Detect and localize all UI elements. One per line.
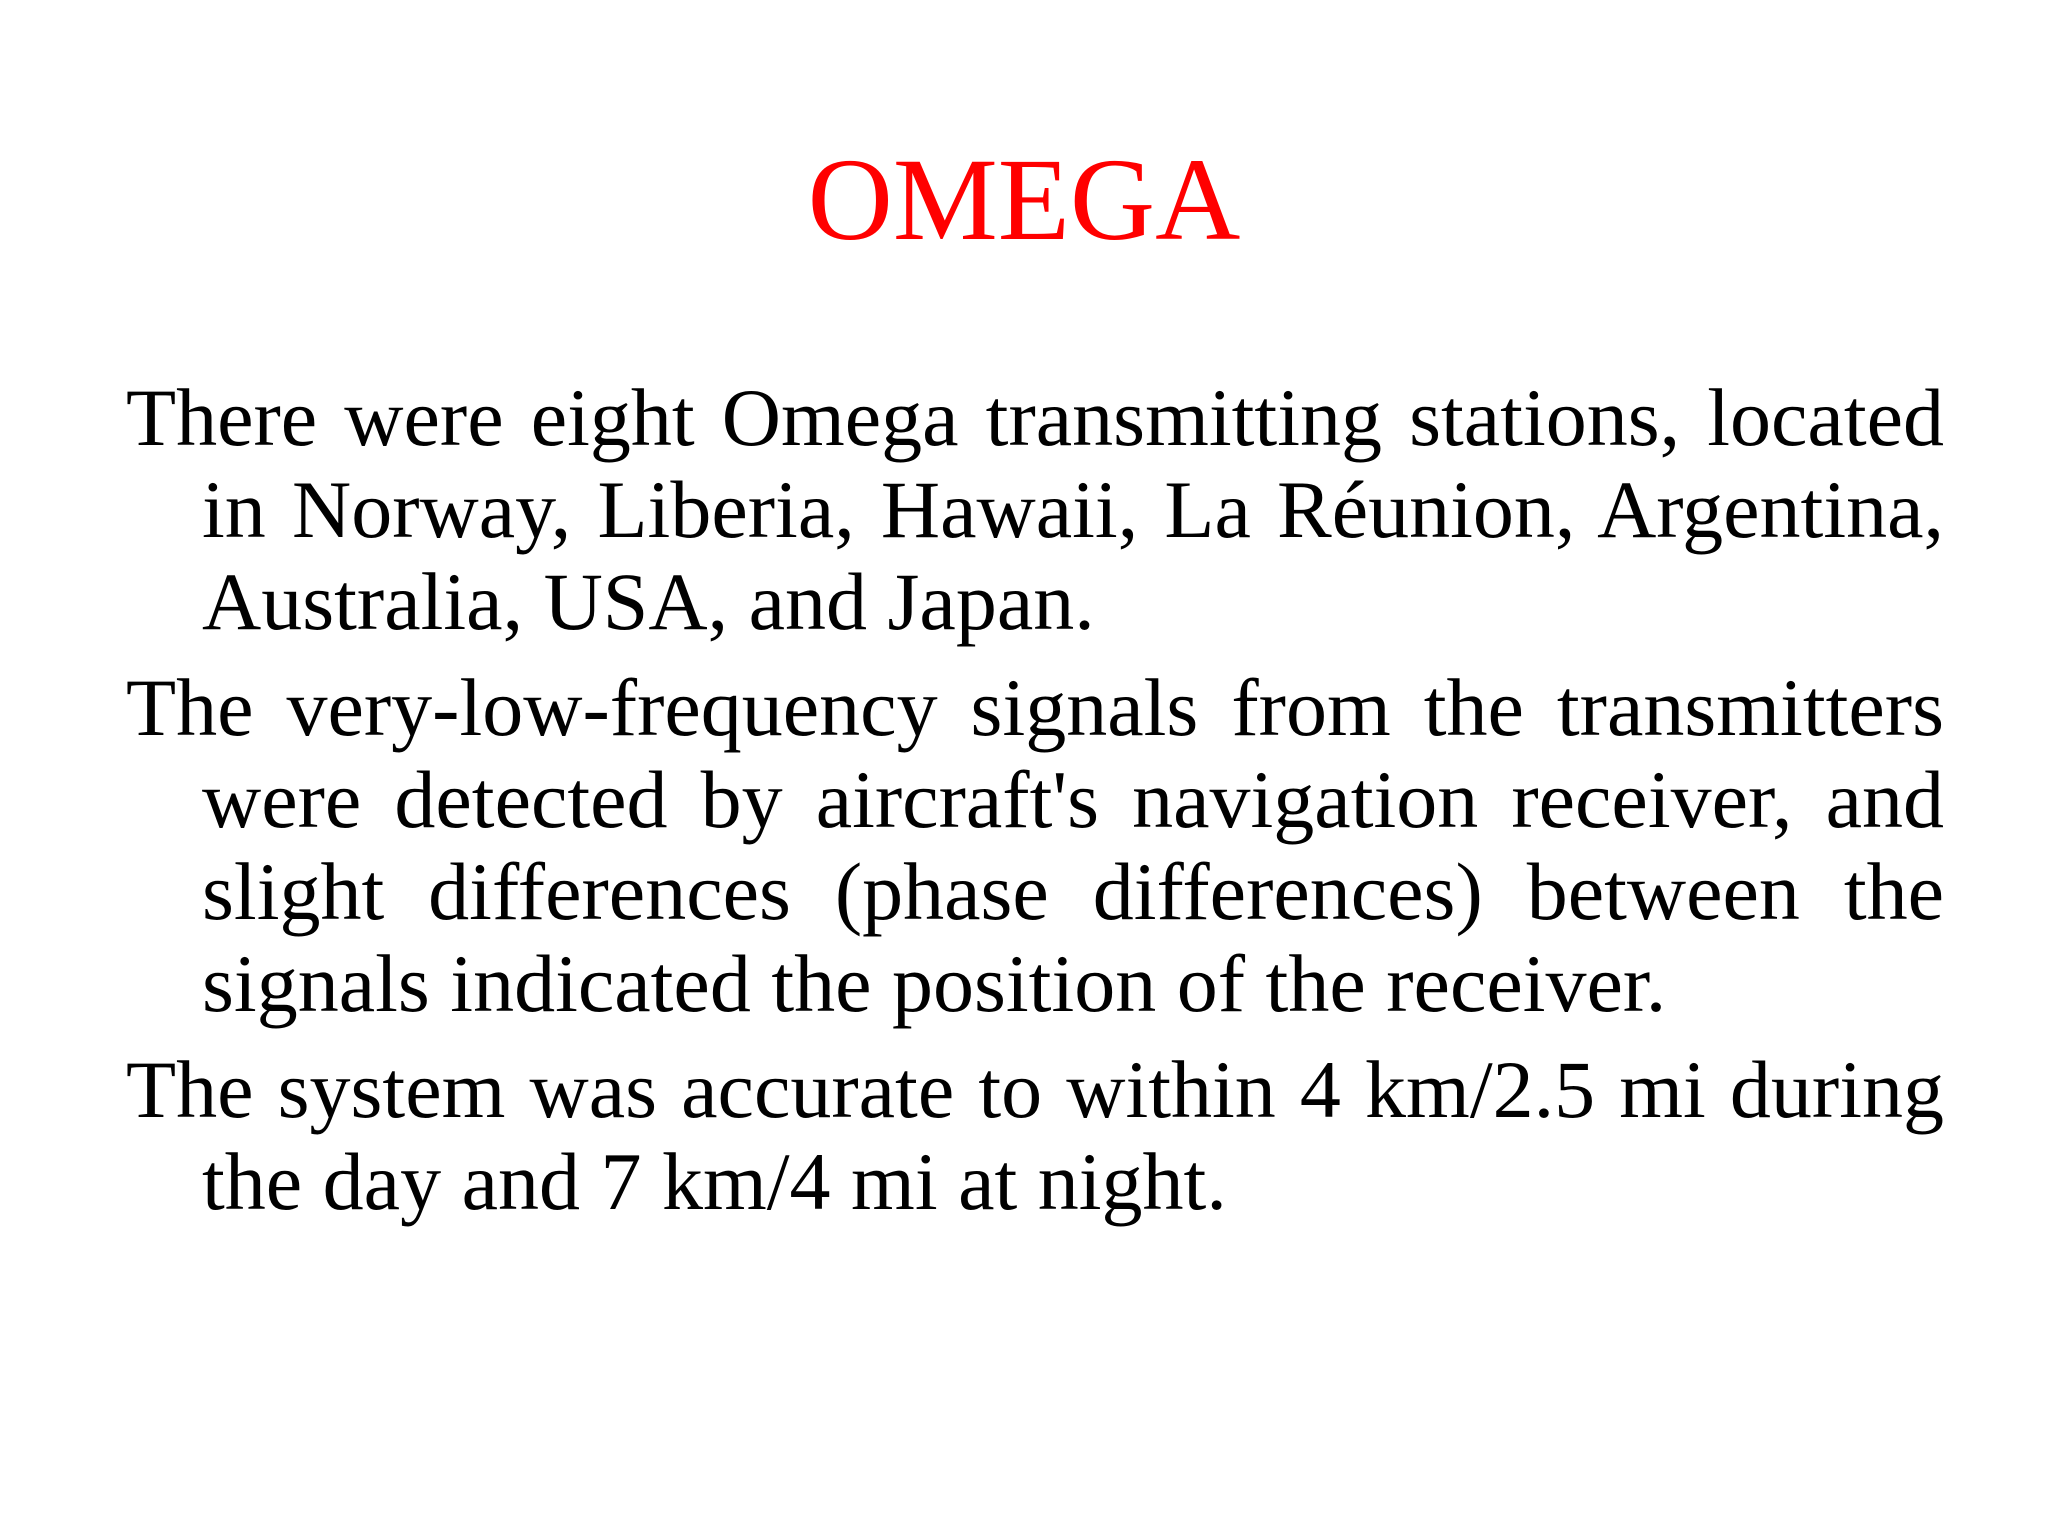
paragraph-accuracy: The system was accurate to within 4 km/2.5 mi during the day and 7 km/4 mi at night. <box>126 1044 1944 1227</box>
slide-body <box>126 372 1944 1242</box>
paragraph-stations: There were eight Omega transmitting stations, located in Norway, Liberia, Hawaii, La Réunion, Argentina, Australia, USA, and Japan. <box>126 372 1944 647</box>
paragraph-signals: The very-low-frequency signals from the transmitters were detected by aircraft's navigation receiver, and slight differences (phase differences) between the signals indicated the position of the receiver. <box>126 662 1944 1029</box>
slide-title: OMEGA <box>807 134 1241 265</box>
